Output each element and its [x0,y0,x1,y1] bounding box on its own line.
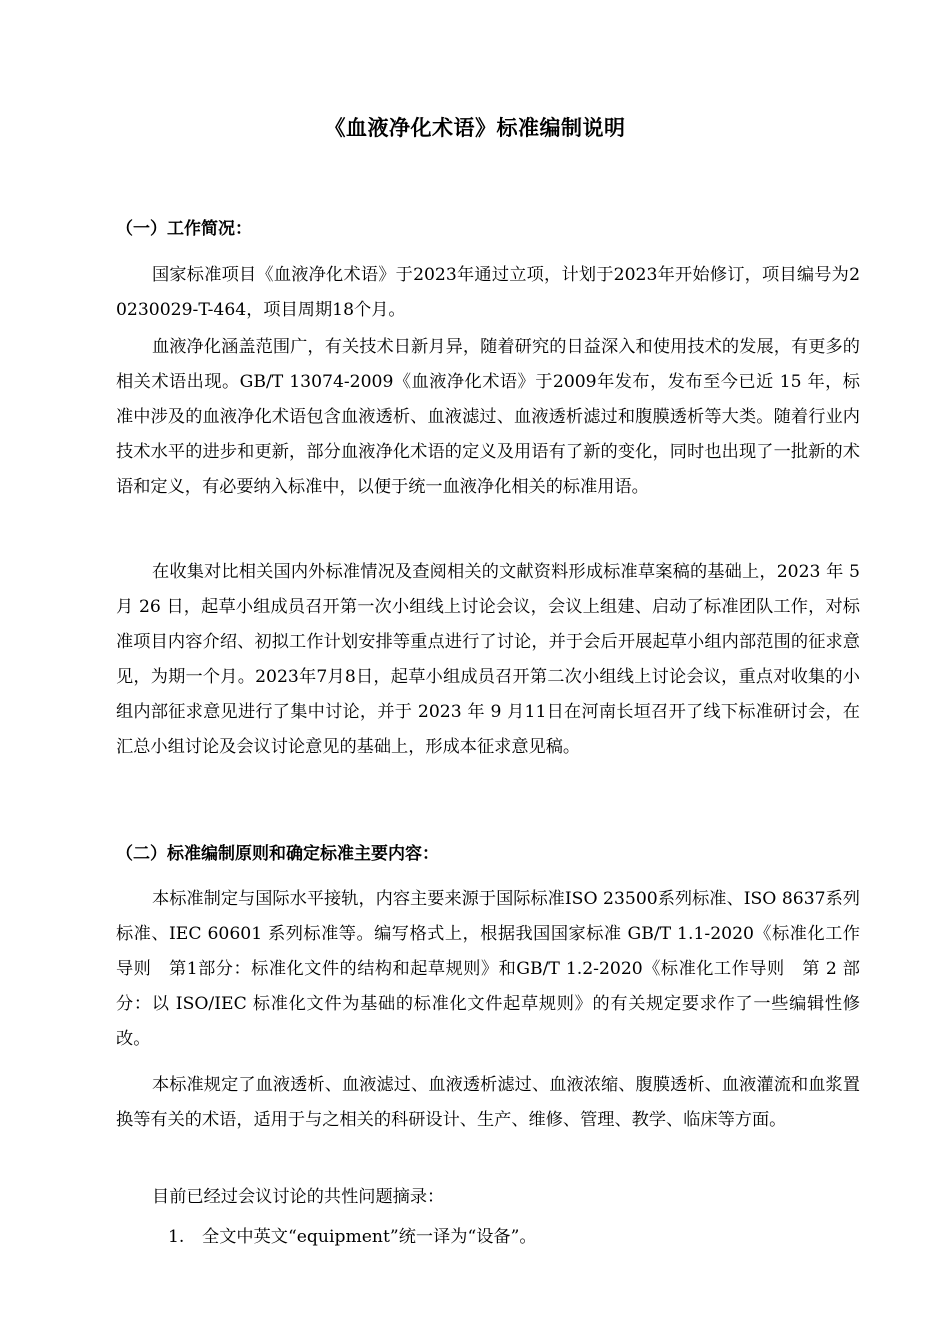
paragraph-project-info: 国家标准项目《血液净化术语》于2023年通过立项，计划于2023年开始修订，项目编号为20230029-T-464，项目周期18个月。 [116,265,860,320]
list-item-number: 1. [168,1227,185,1247]
paragraph-scope: 本标准规定了血液透析、血液滤过、血液透析滤过、血液浓缩、腹膜透析、血液灌流和血浆置换等有关的术语，适用于与之相关的科研设计、生产、维修、管理、教学、临床等方面。 [116,1075,860,1130]
section-heading-principles: （二）标准编制原则和确定标准主要内容： [116,844,439,864]
paragraph-background: 血液净化涵盖范围广，有关技术日新月异，随着研究的日益深入和使用技术的发展，有更多的相关术语出现。GB/T 13074-2009《血液净化术语》于2009年发布，发布至今已近 15 年，标准中涉及的血液净化术语包含血液透析、血液滤过、血液透析滤过和腹膜透析等大类。随着行业内技术水平的进步和更新，部分血液净化术语的定义及用语有了新的变化，同时也出现了一批新的术语和定义，有必要纳入标准中，以便于统一血液净化相关的标准用语。 [116,337,860,497]
paragraph-principles: 本标准制定与国际水平接轨，内容主要来源于国际标准ISO 23500系列标准、ISO 8637系列标准、IEC 60601 系列标准等。编写格式上，根据我国国家标准 GB/T 1.1-2020《标准化工作导则 第1部分：标准化文件的结构和起草规则》和GB/T 1.2-2020《标准化工作导则 第 2 部分：以 ISO/IEC 标准化文件为基础的标准化文件起草规则》的有关规定要求作了一些编辑性修改。 [116,889,860,1049]
paragraph-issues-intro: 目前已经过会议讨论的共性问题摘录： [152,1187,445,1207]
section-heading-work-overview: （一）工作简况： [116,219,252,239]
paragraph-drafting-process: 在收集对比相关国内外标准情况及查阅相关的文献资料形成标准草案稿的基础上，2023 年 5 月 26 日，起草小组成员召开第一次小组线上讨论会议，会议上组建、启动了标准团队工作，对标准项目内容介绍、初拟工作计划安排等重点进行了讨论，并于会后开展起草小组内部范围的征求意见，为期一个月。2023年7月8日，起草小组成员召开第二次小组线上讨论会议，重点对收集的小组内部征求意见进行了集中讨论，并于 2023 年 9 月11日在河南长垣召开了线下标准研讨会，在汇总小组讨论及会议讨论意见的基础上，形成本征求意见稿。 [116,562,860,757]
document-title: 《血液净化术语》标准编制说明 [324,116,626,140]
list-item-text: 全文中英文“equipment”统一译为“设备”。 [202,1227,537,1247]
list-item [168,1220,858,1255]
